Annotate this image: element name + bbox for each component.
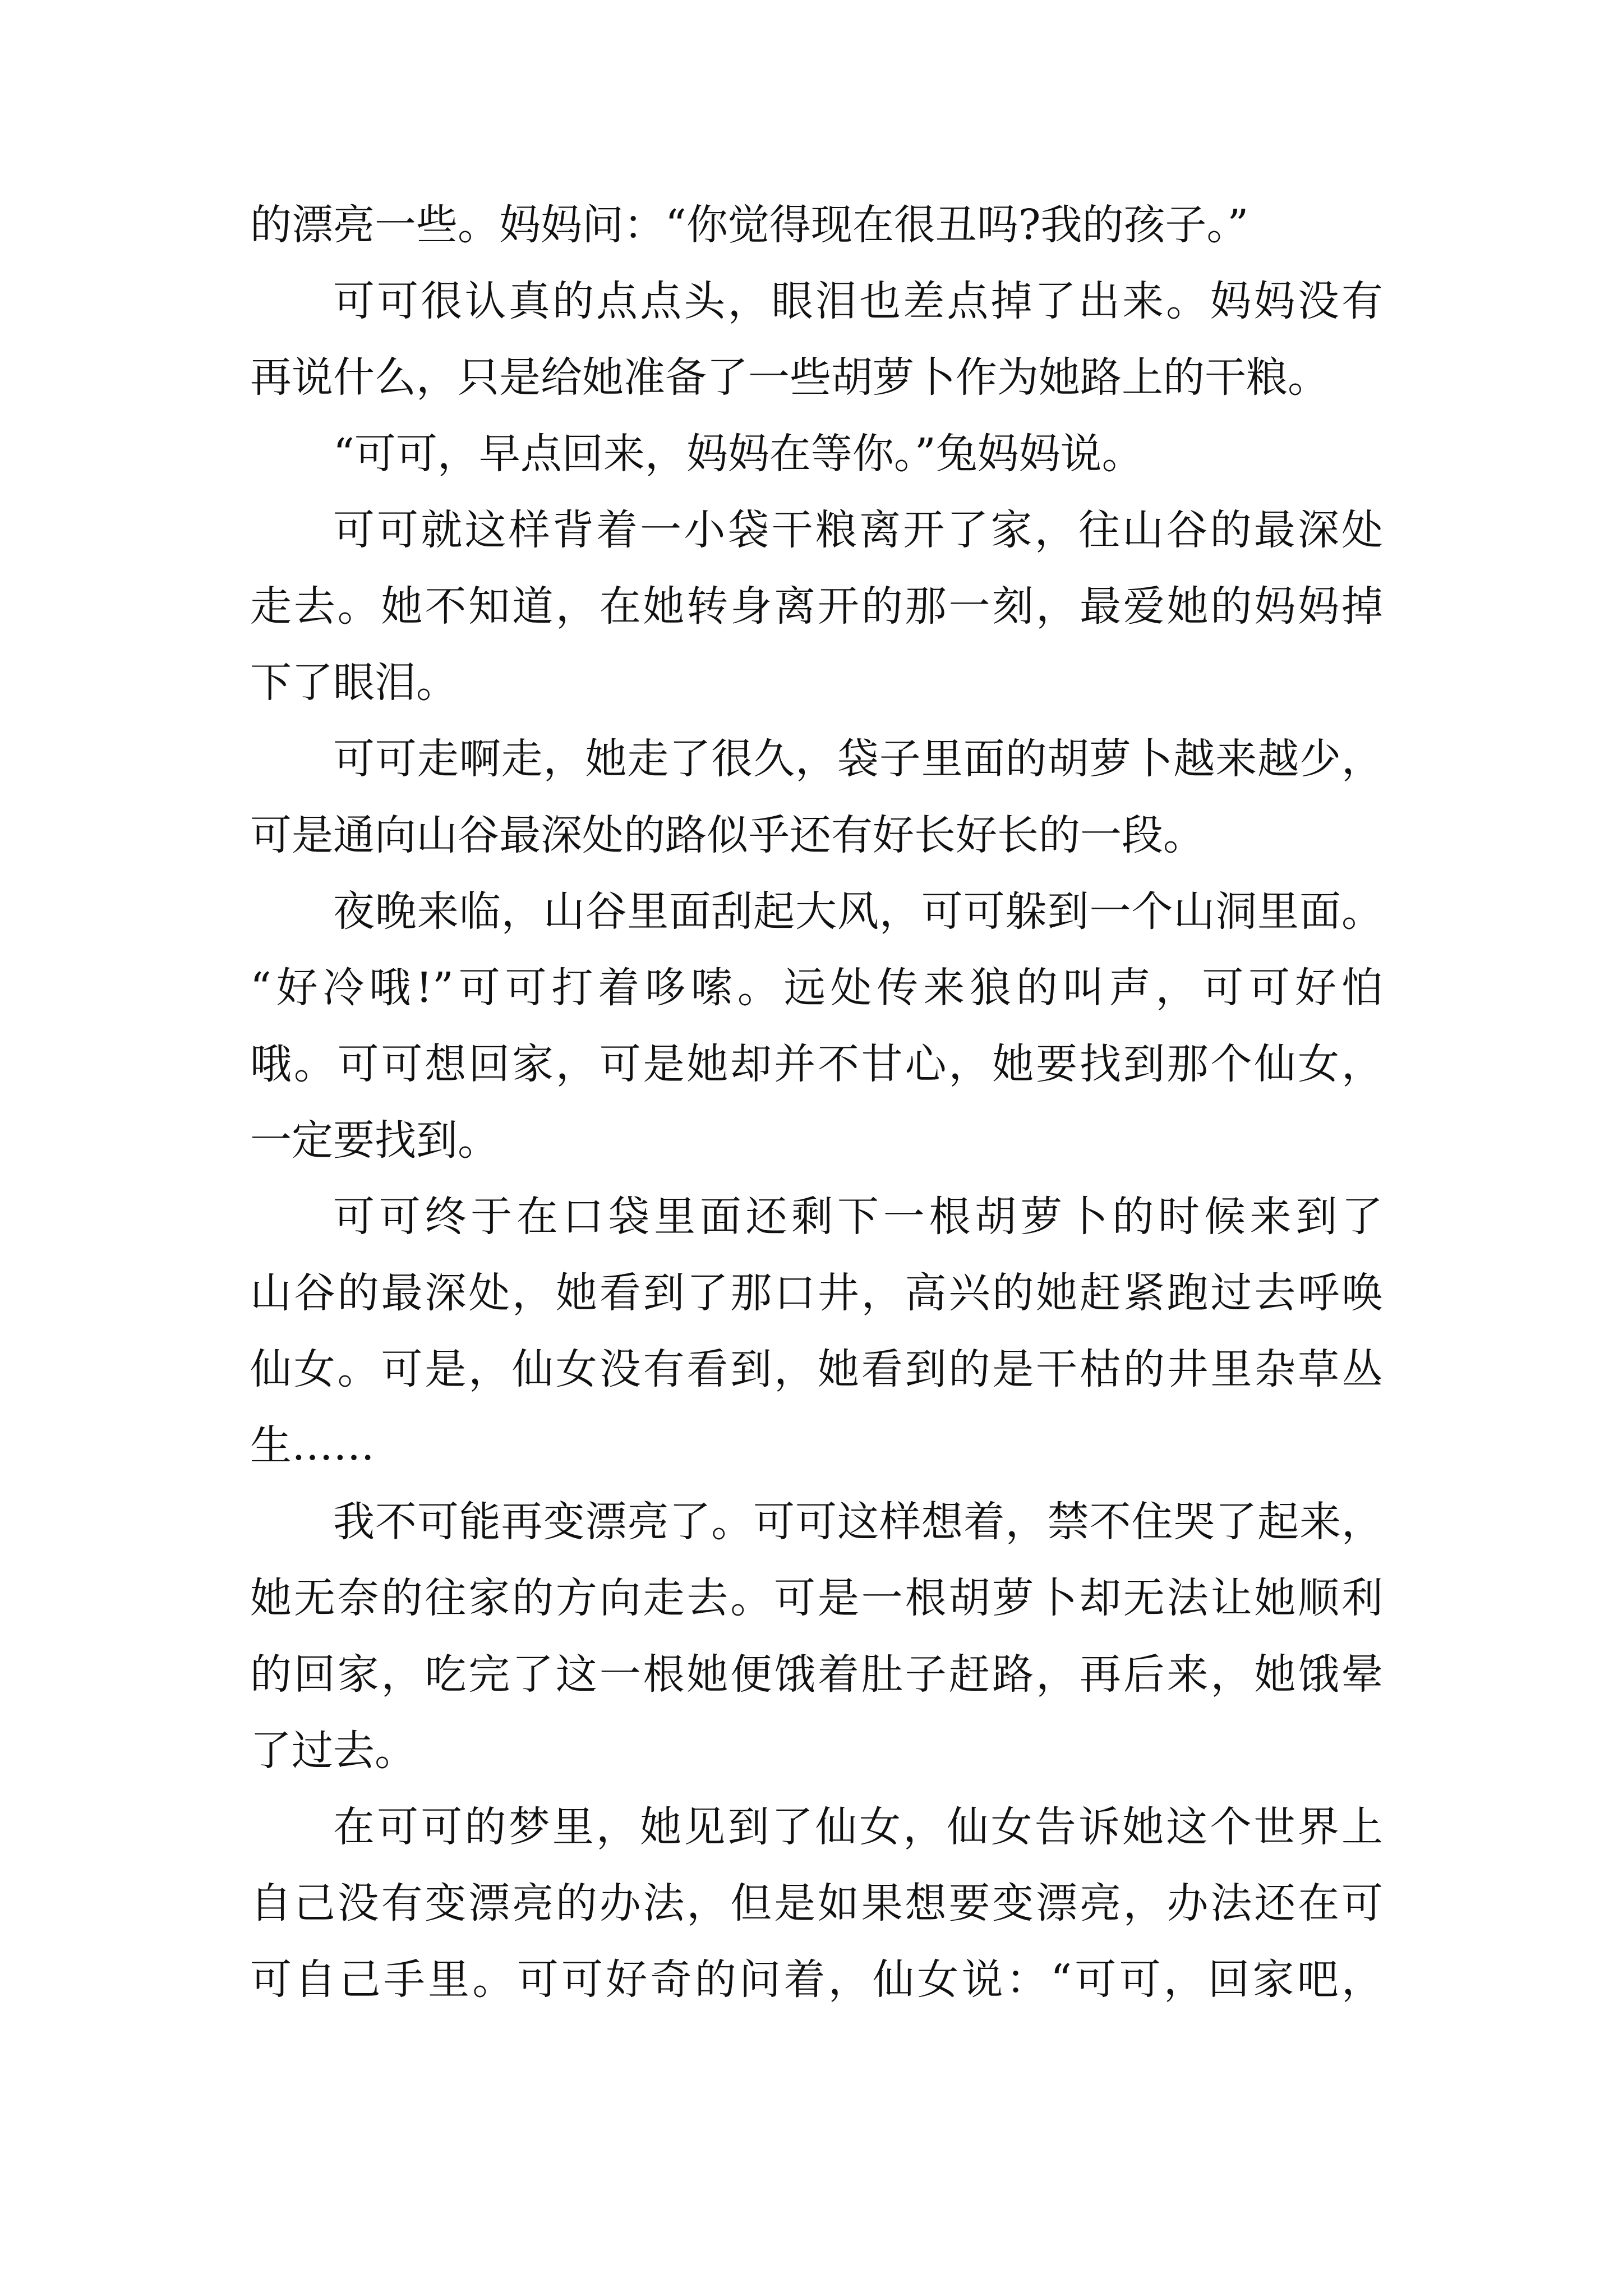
story-text-body [250,200,1383,2031]
text-line: 自己没有变漂亮的办法，但是如果想要变漂亮，办法还在可 [250,1879,1383,1927]
text-line: 下了眼泪。 [250,659,458,707]
text-line: 走去。她不知道，在她转身离开的那一刻，最爱她的妈妈掉 [250,582,1383,631]
text-line: 仙女。可是，仙女没有看到，她看到的是干枯的井里杂草丛 [250,1345,1383,1393]
text-line: 哦。可可想回家，可是她却并不甘心，她要找到那个仙女， [250,1040,1383,1088]
text-line: 可可就这样背着一小袋干粮离开了家，往山谷的最深处 [333,506,1383,554]
text-line: 在可可的梦里，她见到了仙女，仙女告诉她这个世界上 [333,1803,1383,1851]
text-line: 可自己手里。可可好奇的问着，仙女说：“可可，回家吧， [250,1955,1383,2004]
text-line: 我不可能再变漂亮了。可可这样想着，禁不住哭了起来， [333,1498,1383,1546]
text-line: 可可走啊走，她走了很久，袋子里面的胡萝卜越来越少， [333,735,1383,783]
text-line: 的回家，吃完了这一根她便饿着肚子赶路，再后来，她饿晕 [250,1650,1383,1699]
text-line: 她无奈的往家的方向走去。可是一根胡萝卜却无法让她顺利 [250,1574,1383,1622]
text-line: “好冷哦!”可可打着哆嗦。远处传来狼的叫声，可可好怕 [250,964,1383,1012]
text-line: 夜晚来临，山谷里面刮起大风，可可躲到一个山洞里面。 [333,887,1383,936]
text-line: “可可，早点回来，妈妈在等你。”兔妈妈说。 [333,430,1144,478]
text-line: 可是通向山谷最深处的路似乎还有好长好长的一段。 [250,811,1205,859]
text-line: 可可终于在口袋里面还剩下一根胡萝卜的时候来到了 [333,1193,1383,1241]
text-line: 了过去。 [250,1727,416,1775]
text-line: 可可很认真的点点头，眼泪也差点掉了出来。妈妈没有 [333,277,1383,325]
text-line: 一定要找到。 [250,1116,499,1165]
text-line: 山谷的最深处，她看到了那口井，高兴的她赶紧跑过去呼唤 [250,1269,1383,1317]
text-line: 再说什么，只是给她准备了一些胡萝卜作为她路上的干粮。 [250,353,1329,402]
text-line: 生…… [250,1421,375,1470]
text-line: 的漂亮一些。妈妈问：“你觉得现在很丑吗?我的孩子。” [250,201,1249,249]
